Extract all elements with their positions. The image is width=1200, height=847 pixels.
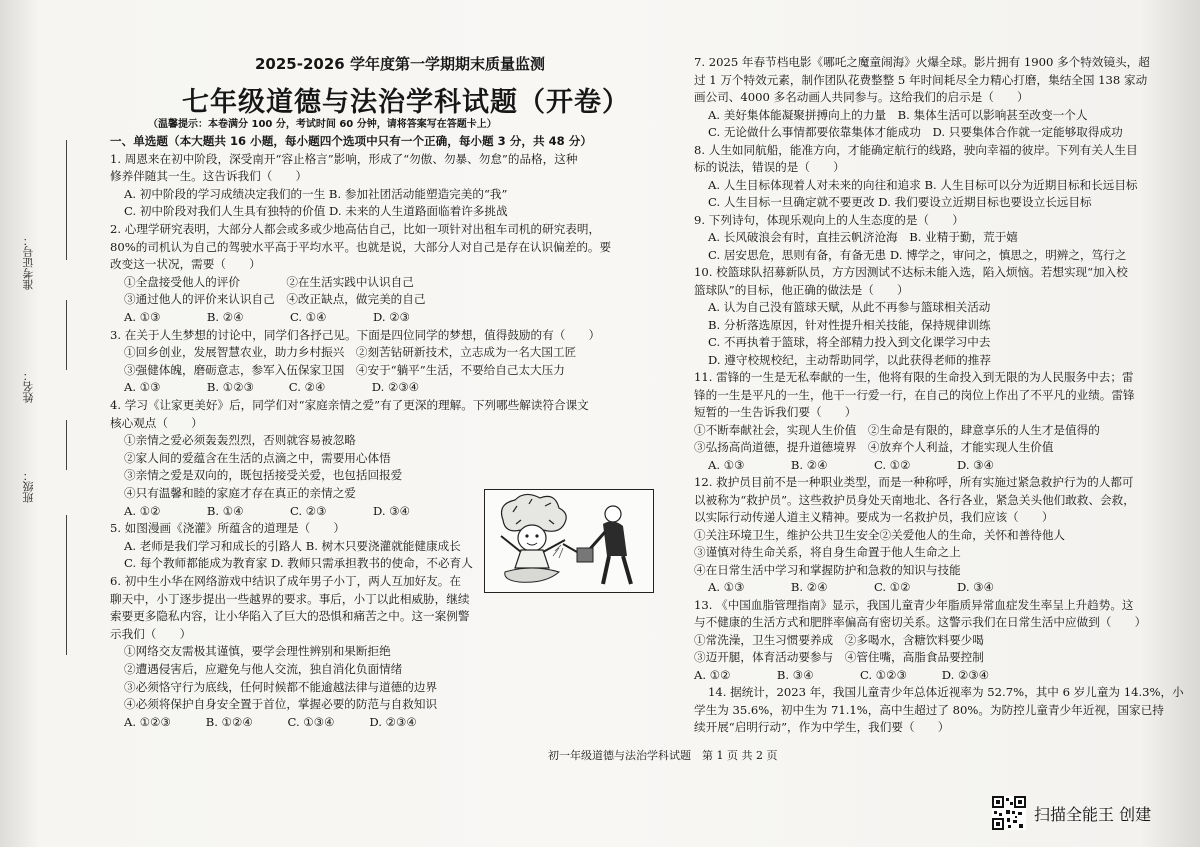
- question-text-line: A. ①② B. ③④ C. ①②③ D. ②③④: [694, 667, 990, 682]
- question-text-line: ③通过他人的评价来认识自己 ④改正缺点，做完美的自己: [124, 292, 426, 307]
- class-label: 班级：: [22, 470, 35, 503]
- binding-line: [66, 420, 67, 470]
- question-text-line: ①不断奉献社会，实现人生价值 ②生命是有限的，肆意享乐的人生才是值得的: [694, 422, 1100, 437]
- question-text-line: 80%的司机认为自己的驾驶水平高于平均水平。也就是说，大部分人对自己是存在认识偏差的。要: [110, 239, 612, 254]
- question-text-line: ③迈开腿，体育活动要参与 ④管住嘴，高脂食品要控制: [694, 650, 984, 664]
- question-text-line: A. 初中阶段的学习成绩决定我们的一生 B. 参加社团活动能塑造完美的“我”: [124, 186, 508, 201]
- question-text-line: 篮球队”的目标，他正确的做法是（ ）: [694, 282, 909, 297]
- exam-title: 七年级道德与法治学科试题（开卷）: [182, 87, 630, 118]
- question-text-line: 与不健康的生活方式和肥胖率偏高有密切关系。这警示我们在日常生活中应做到（ ）: [694, 615, 1147, 629]
- question-text-line: 1. 周恩来在初中阶段，深受南开“容止格言”影响，形成了“勿傲、勿暴、勿怠”的品格，这种: [110, 151, 578, 166]
- question-text-line: A. 长风破浪会有时，直挂云帆济沧海 B. 业精于勤，荒于嬉: [708, 230, 1018, 244]
- question-text-line: ④只有温馨和睦的家庭才存在真正的亲情之爱: [124, 486, 356, 500]
- question-text-line: ②遭遇侵害后，应避免与他人交流，独自消化负面情绪: [124, 662, 403, 676]
- question-text-line: 11. 雷锋的一生是无私奉献的一生，他将有限的生命投入到无限的为人民服务中去；雷: [694, 370, 1134, 384]
- question-text-line: C. 无论做什么事情都要依靠集体才能成功 D. 只要集体合作就一定能够取得成功: [708, 125, 1123, 139]
- question-text-line: A. 认为自己没有篮球天赋，从此不再参与篮球相关活动: [708, 300, 991, 314]
- question-text-line: 聊天中，小丁逐步提出一些越界的要求。事后，小丁以此相威胁，继续: [110, 591, 470, 606]
- question-text-line: C. 人生目标一旦确定就不要更改 D. 我们要设立近期目标也要设立长远目标: [708, 195, 1092, 209]
- question-text-line: 3. 在关于人生梦想的讨论中，同学们各抒己见。下面是四位同学的梦想，值得鼓励的有（ ）: [110, 327, 601, 342]
- question-text-line: ①回乡创业，发展智慧农业，助力乡村振兴 ②刻苦钻研新技术，立志成为一名大国工匠: [124, 345, 577, 360]
- cartoon-illustration: [485, 490, 653, 592]
- question-text-line: C. 居安思危，思则有备，有备无患 D. 博学之，审问之，慎思之，明辨之，笃行之: [708, 247, 1127, 262]
- question-text-line: 锋的一生是平凡的一生，他干一行爱一行，在自己的岗位上作出了不平凡的业绩。雷锋: [694, 387, 1135, 402]
- cartoon-watering-image: [484, 489, 654, 593]
- binding-line: [66, 140, 67, 260]
- question-text-line: 标的说法，错误的是（ ）: [694, 160, 845, 174]
- question-text-line: A. ①③ B. ①②③ C. ②④ D. ②③④: [124, 380, 420, 395]
- question-text-line: 示我们（ ）: [110, 626, 192, 641]
- question-text-line: 一、单选题（本大题共 16 小题，每小题四个选项中只有一个正确，每小题 3 分，共 48 分）: [110, 134, 592, 148]
- exam-number-field: [22, 235, 48, 315]
- question-text-line: 6. 初中生小华在网络游戏中结识了成年男子小丁，两人互加好友。在: [110, 574, 461, 588]
- question-text-line: 修养伴随其一生。这告诉我们（ ）: [110, 169, 308, 184]
- question-text-line: 续开展“启明行动”，作为中学生，我们要（ ）: [694, 720, 950, 734]
- question-text-line: 过 1 万个特效元素，制作团队花费整整 5 年时间耗尽全力精心打磨，集结全国 138 家动: [694, 72, 1148, 87]
- question-text-line: 4. 学习《让家更美好》后，同学们对“家庭亲情之爱”有了更深的理解。下列哪些解读符合课文: [110, 398, 589, 412]
- question-text-line: 以实际行动传递人道主义精神。要成为一名救护员，我们应该（ ）: [694, 510, 1054, 524]
- question-text-line: ①常洗澡，卫生习惯要养成 ②多喝水，含糖饮料要少喝: [694, 632, 984, 647]
- question-text-line: 10. 校篮球队招募新队员，方方因测试不达标未能入选，陷入烦恼。若想实现“加入校: [694, 265, 1128, 279]
- binding-line: [66, 300, 67, 370]
- question-text-line: 13. 《中国血脂管理指南》显示，我国儿童青少年脂质异常血症发生率呈上升趋势。这: [694, 597, 1134, 612]
- question-text-line: 5. 如图漫画《浇灌》所蕴含的道理是（ ）: [110, 521, 346, 536]
- question-text-line: ①网络交友需极其谨慎，要学会理性辨别和果断拒绝: [124, 644, 391, 659]
- question-text-line: 以被称为“救护员”。这些救护员身处天南地北、各行各业，紧急关头他们敢救、会救，: [694, 492, 1135, 507]
- question-text-line: A. ①③ B. ②④ C. ①④ D. ②③: [124, 310, 410, 324]
- question-text-line: ③必须恪守行为底线，任何时候都不能逾越法律与道德的边界: [124, 679, 438, 694]
- class-field: [22, 470, 48, 510]
- question-text-line: 12. 救护员目前不是一种职业类型，而是一种称呼，所有实施过紧急救护行为的人都可: [694, 475, 1134, 489]
- question-text-line: A. ①③ B. ②④ C. ①② D. ③④: [708, 457, 994, 472]
- scanner-brand-text: 扫描全能王 创建: [1034, 805, 1152, 824]
- question-text-line: 改变这一状况，需要（ ）: [110, 257, 261, 272]
- question-text-line: ①关注环境卫生，维护公共卫生安全②关爱他人的生命，关怀和善待他人: [694, 527, 1066, 542]
- name-field: [22, 370, 48, 410]
- question-text-line: ④在日常生活中学习和掌握防护和急救的知识与技能: [694, 562, 961, 577]
- question-text-line: ③强健体魄，磨砺意志，参军入伍保家卫国 ④安于“躺平”生活，不要给自己太大压力: [124, 362, 565, 377]
- question-text-line: D. 遵守校规校纪，主动帮助同学，以此获得老师的推荐: [708, 352, 991, 367]
- question-text-line: 8. 人生如同航船，能准方向，才能确定航行的线路，驶向幸福的彼岸。下列有关人生目: [694, 142, 1138, 157]
- question-text-line: 核心观点（ ）: [110, 415, 203, 430]
- question-text-line: 学生为 35.6%，初中生为 71.1%，高中生超过了 80%。为防控儿童青少年近视，国家已持: [694, 702, 1164, 717]
- question-text-line: A. ①③ B. ②④ C. ①② D. ③④: [708, 580, 994, 594]
- question-text-line: ①全盘接受他人的评价 ②在生活实践中认识自己: [124, 274, 414, 289]
- question-text-line: 9. 下列诗句，体现乐观向上的人生态度的是（ ）: [694, 212, 964, 227]
- question-text-line: B. 分析落选原因，针对性提升相关技能，保持规律训练: [708, 317, 991, 332]
- qr-code-icon: [992, 796, 1026, 830]
- question-text-line: ③亲情之爱是双向的，既包括接受关爱，也包括回报爱: [124, 468, 403, 483]
- question-text-line: 14. 据统计，2023 年，我国儿童青少年总体近视率为 52.7%，其中 6 岁儿童为 14.3%，小: [708, 685, 1184, 699]
- question-text-line: C. 每个教师都能成为教育家 D. 教师只需承担教书的使命，不必育人: [124, 556, 473, 571]
- question-text-line: A. 老师是我们学习和成长的引路人 B. 树木只要浇灌就能健康成长: [124, 538, 461, 553]
- question-text-line: 7. 2025 年春节档电影《哪吒之魔童闹海》火爆全球。影片拥有 1900 多个特效镜头，超: [694, 55, 1150, 69]
- question-text-line: 短暂的一生告诉我们要（ ）: [694, 405, 857, 419]
- exam-number-label: 准考证号：: [22, 235, 35, 290]
- question-text-line: 2. 心理学研究表明，大部分人都会或多或少地高估自己，比如一项针对出租车司机的研究表明，: [110, 222, 601, 236]
- question-text-line: ③谨慎对待生命关系，将自身生命置于他人生命之上: [694, 545, 961, 559]
- question-text-line: A. 人生目标体现着人对未来的向往和追求 B. 人生目标可以分为近期目标和长远目标: [708, 177, 1138, 192]
- exam-notice: （温馨提示：本卷满分 100 分，考试时间 60 分钟，请将答案写在答题卡上）: [148, 119, 497, 130]
- name-label: 姓名：: [22, 370, 35, 403]
- exam-year-heading: 2025-2026 学年度第一学期期末质量监测: [255, 55, 545, 73]
- question-text-line: A. 美好集体能凝聚拼搏向上的力量 B. 集体生活可以影响甚至改变一个人: [708, 107, 1088, 122]
- question-text-line: A. ①②③ B. ①②④ C. ①③④ D. ②③④: [124, 714, 417, 729]
- question-text-line: ④必须将保护自身安全置于首位，掌握必要的防范与自救知识: [124, 697, 438, 712]
- question-text-line: ③弘扬高尚道德，提升道德境界 ④放弃个人利益，才能实现人生价值: [694, 440, 1054, 454]
- question-text-line: 画公司、4000 多名动画人共同参与。这给我们的启示是（ ）: [694, 90, 1029, 104]
- binding-line: [66, 515, 67, 655]
- page-footer: 初一年级道德与法治学科试题 第 1 页 共 2 页: [548, 749, 778, 762]
- question-text-line: C. 初中阶段对我们人生具有独特的价值 D. 未来的人生道路面临着许多挑战: [124, 204, 508, 219]
- question-text-line: ①亲情之爱必须轰轰烈烈，否则就容易被忽略: [124, 433, 356, 448]
- question-text-line: ②家人间的爱蕴含在生活的点滴之中，需要用心体悟: [124, 450, 391, 465]
- question-text-line: C. 不再执着于篮球，将全部精力投入到文化课学习中去: [708, 335, 991, 349]
- question-text-line: 索要更多隐私内容，让小华陷入了巨大的恐惧和痛苦之中。这一案例警: [110, 609, 470, 624]
- question-text-line: A. ①② B. ①④ C. ②③ D. ③④: [124, 503, 410, 518]
